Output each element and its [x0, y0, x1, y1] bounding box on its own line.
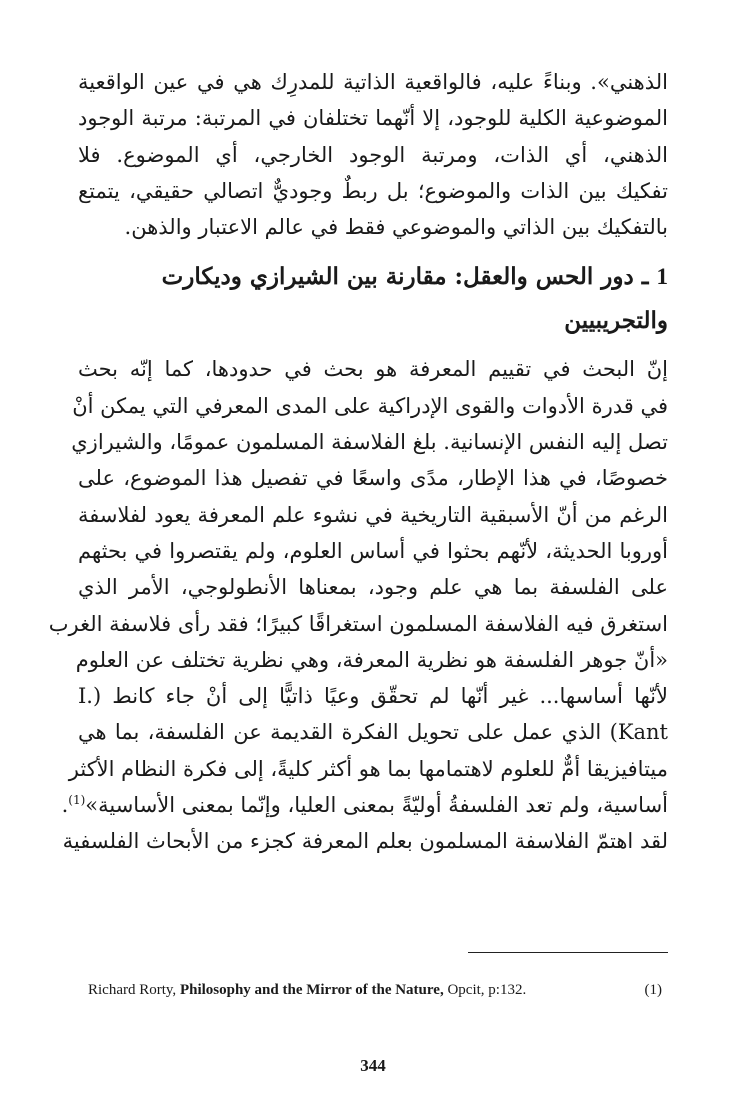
- text-line: الموضوعية الكلية للوجود، إلا أنّهما تختلفان في المرتبة: مرتبة الوجود: [78, 106, 668, 131]
- section-title-part-2: والتجريبيين: [564, 307, 668, 335]
- book-page: [48, 64, 668, 1084]
- text-line: بالتفكيك بين الذاتي والموضوعي فقط في عالم الاعتبار والذهن.: [124, 215, 668, 240]
- text-line: لأنّها أساسها... غير أنّها لم تحقّق وعيًا ذاتيًّا إلى أنْ جاء كانط (.I: [78, 684, 668, 709]
- text-line: «أنّ جوهر الفلسفة هو نظرية المعرفة، وهي نظرية تختلف عن العلوم: [75, 647, 668, 672]
- footnote-source: Opcit, p:132.: [447, 982, 527, 998]
- footnote: [88, 982, 662, 1004]
- text-line: أوروبا الحديثة، لأنّهم بحثوا في أساس العلوم، ولم يقتصروا في بحثهم: [78, 538, 668, 563]
- text-line: ميتافيزيقا أمٌّ للعلوم لاهتمامها بما هو أكثر كليةً، إلى فكرة النظام الأكثر: [68, 756, 668, 781]
- text-line: تصل إليه النفس الإنسانية. بلغ الفلاسفة المسلمون عمومًا، والشيرازي: [71, 430, 668, 455]
- page-number: 344: [360, 1056, 386, 1075]
- section-heading: [78, 255, 668, 343]
- line-end-punctuation: .: [61, 793, 69, 818]
- text-line-content: أساسية، ولم تعد الفلسفةُ أوليّةً بمعنى العليا، وإنّما بمعنى الأساسية»: [85, 793, 668, 818]
- text-line: لقد اهتمّ الفلاسفة المسلمون بعلم المعرفة كجزء من الأبحاث الفلسفية: [62, 829, 668, 854]
- section-title-part-1: ـ دور الحس والعقل: مقارنة بين الشيرازي وديكارت: [161, 263, 649, 291]
- text-line: Kant) الذي عمل على تحويل الفكرة القديمة عن الفلسفة، بما هي: [78, 720, 668, 745]
- text-line: الذهني». وبناءً عليه، فالواقعية الذاتية للمدرِك هي في عين الواقعية: [78, 70, 668, 94]
- intro-paragraph: [78, 64, 668, 245]
- footnote-number: (1): [644, 982, 662, 998]
- text-line: على الفلسفة بما هي علم وجود، بمعناها الأنطولوجي، الأمر الذي: [78, 575, 668, 600]
- text-line: خصوصًا، في هذا الإطار، مدًى واسعًا في تفصيل هذا الموضوع، على: [78, 466, 668, 491]
- section-number: 1: [656, 264, 668, 290]
- text-line-with-footnote: [61, 787, 668, 823]
- section-heading-line-1: [78, 255, 668, 299]
- text-line: استغرق فيه الفلاسفة المسلمون استغراقًا كبيرًا؛ فقد رأى فلاسفة الغرب: [48, 611, 668, 636]
- footnote-text: [88, 982, 526, 999]
- body-paragraph: [48, 351, 668, 859]
- text-line: تفكيك بين الذات والموضوع؛ بل ربطٌ وجوديٌّ اتصالي حقيقي، يتمتع: [78, 178, 668, 203]
- footnote-reference: (1): [68, 793, 86, 808]
- text-line: إنّ البحث في تقييم المعرفة هو بحث في حدودها، كما إنّه بحث: [78, 357, 668, 382]
- text-line: الرغم من أنّ الأسبقية التاريخية في نشوء علم المعرفة يعود لفلاسفة: [78, 502, 668, 527]
- footnote-title: Philosophy and the Mirror of the Nature,: [179, 982, 444, 998]
- text-line: الذهني، أي الذات، ومرتبة الوجود الخارجي، أي الموضوع. فلا: [78, 142, 668, 167]
- text-line: في قدرة الأدوات والقوى الإدراكية على المدى المعرفي التي يمكن أنْ: [72, 393, 668, 418]
- footnote-author: Richard Rorty,: [88, 982, 177, 998]
